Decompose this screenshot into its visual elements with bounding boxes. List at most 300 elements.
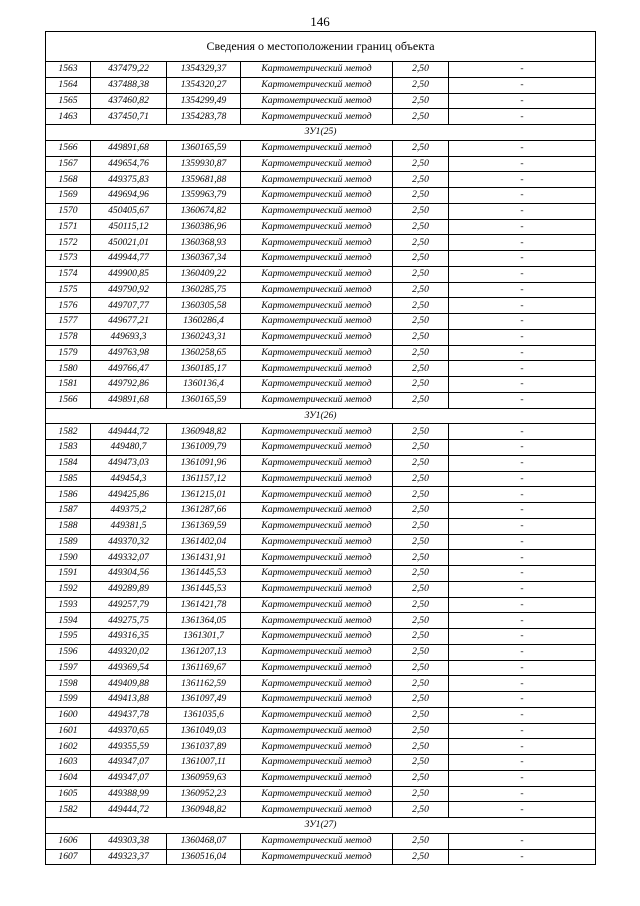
description-cell: - — [449, 770, 596, 786]
description-cell: - — [449, 660, 596, 676]
method-cell: Картометрический метод — [241, 392, 393, 408]
table-row — [46, 692, 596, 708]
description-cell: - — [449, 329, 596, 345]
x-coordinate-cell: 437460,82 — [91, 93, 167, 109]
method-cell: Картометрический метод — [241, 613, 393, 629]
method-cell: Картометрический метод — [241, 266, 393, 282]
method-cell: Картометрический метод — [241, 471, 393, 487]
accuracy-cell: 2,50 — [393, 597, 449, 613]
point-number-cell: 1572 — [46, 235, 91, 251]
x-coordinate-cell: 449473,03 — [91, 455, 167, 471]
table-row — [46, 266, 596, 282]
point-number-cell: 1566 — [46, 392, 91, 408]
description-cell: - — [449, 503, 596, 519]
method-cell: Картометрический метод — [241, 440, 393, 456]
description-cell: - — [449, 629, 596, 645]
point-number-cell: 1595 — [46, 629, 91, 645]
x-coordinate-cell: 449375,2 — [91, 503, 167, 519]
section-header-row — [46, 408, 596, 424]
method-cell: Картометрический метод — [241, 503, 393, 519]
method-cell: Картометрический метод — [241, 235, 393, 251]
accuracy-cell: 2,50 — [393, 629, 449, 645]
description-cell: - — [449, 172, 596, 188]
table-row — [46, 566, 596, 582]
x-coordinate-cell: 437479,22 — [91, 62, 167, 78]
table-row — [46, 298, 596, 314]
point-number-cell: 1565 — [46, 93, 91, 109]
table-row — [46, 707, 596, 723]
description-cell: - — [449, 755, 596, 771]
y-coordinate-cell: 1361364,05 — [167, 613, 241, 629]
x-coordinate-cell: 449891,68 — [91, 140, 167, 156]
y-coordinate-cell: 1361301,7 — [167, 629, 241, 645]
point-number-cell: 1573 — [46, 251, 91, 267]
x-coordinate-cell: 449323,37 — [91, 849, 167, 865]
accuracy-cell: 2,50 — [393, 503, 449, 519]
accuracy-cell: 2,50 — [393, 676, 449, 692]
method-cell: Картометрический метод — [241, 282, 393, 298]
description-cell: - — [449, 471, 596, 487]
y-coordinate-cell: 1361169,67 — [167, 660, 241, 676]
method-cell: Картометрический метод — [241, 361, 393, 377]
method-cell: Картометрический метод — [241, 345, 393, 361]
y-coordinate-cell: 1361037,89 — [167, 739, 241, 755]
x-coordinate-cell: 449677,21 — [91, 314, 167, 330]
accuracy-cell: 2,50 — [393, 613, 449, 629]
accuracy-cell: 2,50 — [393, 314, 449, 330]
table-row — [46, 440, 596, 456]
point-number-cell: 1586 — [46, 487, 91, 503]
description-cell: - — [449, 93, 596, 109]
table-row — [46, 613, 596, 629]
description-cell: - — [449, 282, 596, 298]
table-row — [46, 62, 596, 78]
table-row — [46, 93, 596, 109]
x-coordinate-cell: 449654,76 — [91, 156, 167, 172]
point-number-cell: 1605 — [46, 786, 91, 802]
point-number-cell: 1597 — [46, 660, 91, 676]
table-row — [46, 77, 596, 93]
method-cell: Картометрический метод — [241, 62, 393, 78]
y-coordinate-cell: 1360165,59 — [167, 392, 241, 408]
method-cell: Картометрический метод — [241, 550, 393, 566]
x-coordinate-cell: 449707,77 — [91, 298, 167, 314]
point-number-cell: 1579 — [46, 345, 91, 361]
y-coordinate-cell: 1360368,93 — [167, 235, 241, 251]
x-coordinate-cell: 449375,83 — [91, 172, 167, 188]
x-coordinate-cell: 449944,77 — [91, 251, 167, 267]
accuracy-cell: 2,50 — [393, 581, 449, 597]
table-row — [46, 172, 596, 188]
point-number-cell: 1582 — [46, 424, 91, 440]
x-coordinate-cell: 449891,68 — [91, 392, 167, 408]
description-cell: - — [449, 140, 596, 156]
description-cell: - — [449, 597, 596, 613]
x-coordinate-cell: 449437,78 — [91, 707, 167, 723]
y-coordinate-cell: 1360258,65 — [167, 345, 241, 361]
x-coordinate-cell: 449425,86 — [91, 487, 167, 503]
table-row — [46, 219, 596, 235]
accuracy-cell: 2,50 — [393, 534, 449, 550]
method-cell: Картометрический метод — [241, 739, 393, 755]
x-coordinate-cell: 449790,92 — [91, 282, 167, 298]
method-cell: Картометрический метод — [241, 424, 393, 440]
method-cell: Картометрический метод — [241, 581, 393, 597]
point-number-cell: 1599 — [46, 692, 91, 708]
table-row — [46, 329, 596, 345]
accuracy-cell: 2,50 — [393, 345, 449, 361]
table-row — [46, 849, 596, 865]
method-cell: Картометрический метод — [241, 156, 393, 172]
x-coordinate-cell: 449304,56 — [91, 566, 167, 582]
table-row — [46, 455, 596, 471]
point-number-cell: 1571 — [46, 219, 91, 235]
x-coordinate-cell: 449900,85 — [91, 266, 167, 282]
method-cell: Картометрический метод — [241, 707, 393, 723]
x-coordinate-cell: 449370,65 — [91, 723, 167, 739]
method-cell: Картометрический метод — [241, 188, 393, 204]
description-cell: - — [449, 849, 596, 865]
description-cell: - — [449, 455, 596, 471]
table-row — [46, 676, 596, 692]
accuracy-cell: 2,50 — [393, 660, 449, 676]
point-number-cell: 1584 — [46, 455, 91, 471]
description-cell: - — [449, 77, 596, 93]
x-coordinate-cell: 449289,89 — [91, 581, 167, 597]
x-coordinate-cell: 449332,07 — [91, 550, 167, 566]
point-number-cell: 1577 — [46, 314, 91, 330]
y-coordinate-cell: 1354283,78 — [167, 109, 241, 125]
table-row — [46, 660, 596, 676]
description-cell: - — [449, 251, 596, 267]
y-coordinate-cell: 1361035,6 — [167, 707, 241, 723]
point-number-cell: 1463 — [46, 109, 91, 125]
y-coordinate-cell: 1360468,07 — [167, 833, 241, 849]
point-number-cell: 1570 — [46, 203, 91, 219]
accuracy-cell: 2,50 — [393, 93, 449, 109]
y-coordinate-cell: 1359681,88 — [167, 172, 241, 188]
y-coordinate-cell: 1360516,04 — [167, 849, 241, 865]
accuracy-cell: 2,50 — [393, 219, 449, 235]
y-coordinate-cell: 1354329,37 — [167, 62, 241, 78]
accuracy-cell: 2,50 — [393, 62, 449, 78]
accuracy-cell: 2,50 — [393, 282, 449, 298]
description-cell: - — [449, 707, 596, 723]
y-coordinate-cell: 1360305,58 — [167, 298, 241, 314]
accuracy-cell: 2,50 — [393, 156, 449, 172]
x-coordinate-cell: 449381,5 — [91, 518, 167, 534]
x-coordinate-cell: 449388,99 — [91, 786, 167, 802]
table-row — [46, 629, 596, 645]
description-cell: - — [449, 219, 596, 235]
method-cell: Картометрический метод — [241, 109, 393, 125]
point-number-cell: 1580 — [46, 361, 91, 377]
description-cell: - — [449, 377, 596, 393]
accuracy-cell: 2,50 — [393, 849, 449, 865]
accuracy-cell: 2,50 — [393, 566, 449, 582]
y-coordinate-cell: 1360165,59 — [167, 140, 241, 156]
accuracy-cell: 2,50 — [393, 77, 449, 93]
description-cell: - — [449, 644, 596, 660]
description-cell: - — [449, 802, 596, 818]
y-coordinate-cell: 1359930,87 — [167, 156, 241, 172]
table-row — [46, 770, 596, 786]
table-row — [46, 140, 596, 156]
accuracy-cell: 2,50 — [393, 802, 449, 818]
point-number-cell: 1574 — [46, 266, 91, 282]
description-cell: - — [449, 188, 596, 204]
method-cell: Картометрический метод — [241, 786, 393, 802]
y-coordinate-cell: 1360286,4 — [167, 314, 241, 330]
description-cell: - — [449, 518, 596, 534]
y-coordinate-cell: 1361049,03 — [167, 723, 241, 739]
accuracy-cell: 2,50 — [393, 770, 449, 786]
x-coordinate-cell: 449763,98 — [91, 345, 167, 361]
description-cell: - — [449, 676, 596, 692]
description-cell: - — [449, 833, 596, 849]
table-row — [46, 550, 596, 566]
table-row — [46, 471, 596, 487]
y-coordinate-cell: 1361007,11 — [167, 755, 241, 771]
method-cell: Картометрический метод — [241, 93, 393, 109]
table-row — [46, 644, 596, 660]
description-cell: - — [449, 266, 596, 282]
table-row — [46, 377, 596, 393]
point-number-cell: 1568 — [46, 172, 91, 188]
table-row — [46, 109, 596, 125]
accuracy-cell: 2,50 — [393, 707, 449, 723]
description-cell: - — [449, 581, 596, 597]
accuracy-cell: 2,50 — [393, 377, 449, 393]
description-cell: - — [449, 424, 596, 440]
point-number-cell: 1569 — [46, 188, 91, 204]
x-coordinate-cell: 449444,72 — [91, 424, 167, 440]
boundary-coordinates-table — [45, 31, 596, 865]
method-cell: Картометрический метод — [241, 203, 393, 219]
point-number-cell: 1607 — [46, 849, 91, 865]
table-row — [46, 802, 596, 818]
point-number-cell: 1578 — [46, 329, 91, 345]
method-cell: Картометрический метод — [241, 629, 393, 645]
method-cell: Картометрический метод — [241, 455, 393, 471]
accuracy-cell: 2,50 — [393, 786, 449, 802]
y-coordinate-cell: 1361402,04 — [167, 534, 241, 550]
point-number-cell: 1588 — [46, 518, 91, 534]
y-coordinate-cell: 1360952,23 — [167, 786, 241, 802]
y-coordinate-cell: 1361287,66 — [167, 503, 241, 519]
x-coordinate-cell: 449409,88 — [91, 676, 167, 692]
method-cell: Картометрический метод — [241, 676, 393, 692]
y-coordinate-cell: 1360136,4 — [167, 377, 241, 393]
description-cell: - — [449, 109, 596, 125]
table-title: Сведения о местоположении границ объекта — [46, 32, 596, 62]
point-number-cell: 1600 — [46, 707, 91, 723]
point-number-cell: 1598 — [46, 676, 91, 692]
x-coordinate-cell: 449257,79 — [91, 597, 167, 613]
accuracy-cell: 2,50 — [393, 755, 449, 771]
y-coordinate-cell: 1361162,59 — [167, 676, 241, 692]
table-row — [46, 392, 596, 408]
y-coordinate-cell: 1361091,96 — [167, 455, 241, 471]
point-number-cell: 1589 — [46, 534, 91, 550]
method-cell: Картометрический метод — [241, 833, 393, 849]
method-cell: Картометрический метод — [241, 755, 393, 771]
point-number-cell: 1593 — [46, 597, 91, 613]
table-row — [46, 156, 596, 172]
accuracy-cell: 2,50 — [393, 471, 449, 487]
table-row — [46, 203, 596, 219]
method-cell: Картометрический метод — [241, 298, 393, 314]
method-cell: Картометрический метод — [241, 329, 393, 345]
accuracy-cell: 2,50 — [393, 723, 449, 739]
x-coordinate-cell: 437450,71 — [91, 109, 167, 125]
method-cell: Картометрический метод — [241, 802, 393, 818]
table-row — [46, 597, 596, 613]
method-cell: Картометрический метод — [241, 172, 393, 188]
point-number-cell: 1587 — [46, 503, 91, 519]
method-cell: Картометрический метод — [241, 770, 393, 786]
table-row — [46, 755, 596, 771]
point-number-cell: 1585 — [46, 471, 91, 487]
accuracy-cell: 2,50 — [393, 550, 449, 566]
table-row — [46, 424, 596, 440]
x-coordinate-cell: 449275,75 — [91, 613, 167, 629]
table-row — [46, 723, 596, 739]
x-coordinate-cell: 450115,12 — [91, 219, 167, 235]
x-coordinate-cell: 449413,88 — [91, 692, 167, 708]
method-cell: Картометрический метод — [241, 518, 393, 534]
point-number-cell: 1594 — [46, 613, 91, 629]
accuracy-cell: 2,50 — [393, 392, 449, 408]
y-coordinate-cell: 1361369,59 — [167, 518, 241, 534]
point-number-cell: 1566 — [46, 140, 91, 156]
table-row — [46, 282, 596, 298]
accuracy-cell: 2,50 — [393, 172, 449, 188]
description-cell: - — [449, 345, 596, 361]
description-cell: - — [449, 692, 596, 708]
point-number-cell: 1602 — [46, 739, 91, 755]
point-number-cell: 1590 — [46, 550, 91, 566]
accuracy-cell: 2,50 — [393, 251, 449, 267]
x-coordinate-cell: 449347,07 — [91, 770, 167, 786]
method-cell: Картометрический метод — [241, 251, 393, 267]
table-row — [46, 361, 596, 377]
accuracy-cell: 2,50 — [393, 692, 449, 708]
description-cell: - — [449, 156, 596, 172]
y-coordinate-cell: 1360948,82 — [167, 802, 241, 818]
y-coordinate-cell: 1361445,53 — [167, 566, 241, 582]
x-coordinate-cell: 449694,96 — [91, 188, 167, 204]
point-number-cell: 1591 — [46, 566, 91, 582]
y-coordinate-cell: 1360674,82 — [167, 203, 241, 219]
table-row — [46, 188, 596, 204]
point-number-cell: 1603 — [46, 755, 91, 771]
point-number-cell: 1582 — [46, 802, 91, 818]
accuracy-cell: 2,50 — [393, 109, 449, 125]
y-coordinate-cell: 1360367,34 — [167, 251, 241, 267]
accuracy-cell: 2,50 — [393, 487, 449, 503]
y-coordinate-cell: 1360285,75 — [167, 282, 241, 298]
method-cell: Картометрический метод — [241, 140, 393, 156]
description-cell: - — [449, 62, 596, 78]
y-coordinate-cell: 1360386,96 — [167, 219, 241, 235]
x-coordinate-cell: 449792,86 — [91, 377, 167, 393]
table-row — [46, 345, 596, 361]
table-body — [46, 32, 596, 865]
table-row — [46, 786, 596, 802]
y-coordinate-cell: 1360243,31 — [167, 329, 241, 345]
accuracy-cell: 2,50 — [393, 739, 449, 755]
y-coordinate-cell: 1361207,13 — [167, 644, 241, 660]
table-row — [46, 518, 596, 534]
description-cell: - — [449, 566, 596, 582]
x-coordinate-cell: 449444,72 — [91, 802, 167, 818]
description-cell: - — [449, 235, 596, 251]
table-row — [46, 235, 596, 251]
description-cell: - — [449, 440, 596, 456]
accuracy-cell: 2,50 — [393, 235, 449, 251]
section-header-row — [46, 818, 596, 834]
table-row — [46, 739, 596, 755]
method-cell: Картометрический метод — [241, 534, 393, 550]
description-cell: - — [449, 203, 596, 219]
description-cell: - — [449, 487, 596, 503]
x-coordinate-cell: 449766,47 — [91, 361, 167, 377]
table-row — [46, 487, 596, 503]
y-coordinate-cell: 1360185,17 — [167, 361, 241, 377]
point-number-cell: 1601 — [46, 723, 91, 739]
y-coordinate-cell: 1354299,49 — [167, 93, 241, 109]
description-cell: - — [449, 723, 596, 739]
section-header-row — [46, 125, 596, 141]
accuracy-cell: 2,50 — [393, 518, 449, 534]
description-cell: - — [449, 361, 596, 377]
accuracy-cell: 2,50 — [393, 833, 449, 849]
table-row — [46, 251, 596, 267]
method-cell: Картометрический метод — [241, 377, 393, 393]
table-row — [46, 503, 596, 519]
x-coordinate-cell: 449693,3 — [91, 329, 167, 345]
accuracy-cell: 2,50 — [393, 424, 449, 440]
x-coordinate-cell: 450021,01 — [91, 235, 167, 251]
y-coordinate-cell: 1361097,49 — [167, 692, 241, 708]
page-number: 146 — [310, 14, 330, 29]
method-cell: Картометрический метод — [241, 566, 393, 582]
method-cell: Картометрический метод — [241, 644, 393, 660]
point-number-cell: 1564 — [46, 77, 91, 93]
accuracy-cell: 2,50 — [393, 298, 449, 314]
accuracy-cell: 2,50 — [393, 329, 449, 345]
y-coordinate-cell: 1361157,12 — [167, 471, 241, 487]
method-cell: Картометрический метод — [241, 219, 393, 235]
y-coordinate-cell: 1361445,53 — [167, 581, 241, 597]
description-cell: - — [449, 298, 596, 314]
method-cell: Картометрический метод — [241, 487, 393, 503]
point-number-cell: 1592 — [46, 581, 91, 597]
description-cell: - — [449, 392, 596, 408]
y-coordinate-cell: 1360409,22 — [167, 266, 241, 282]
method-cell: Картометрический метод — [241, 77, 393, 93]
method-cell: Картометрический метод — [241, 849, 393, 865]
method-cell: Картометрический метод — [241, 597, 393, 613]
accuracy-cell: 2,50 — [393, 644, 449, 660]
point-number-cell: 1581 — [46, 377, 91, 393]
x-coordinate-cell: 450405,67 — [91, 203, 167, 219]
y-coordinate-cell: 1360959,63 — [167, 770, 241, 786]
table-row — [46, 314, 596, 330]
table-title-row — [46, 32, 596, 62]
y-coordinate-cell: 1360948,82 — [167, 424, 241, 440]
